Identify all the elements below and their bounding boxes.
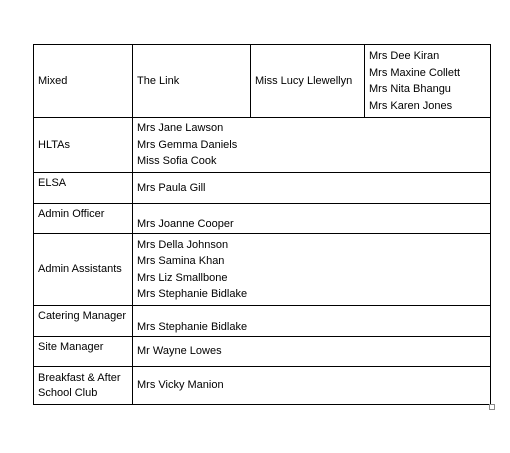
group-cell: The Link: [133, 45, 251, 118]
staff-list-cell: [133, 173, 491, 204]
table-row-site-manager: [34, 337, 491, 367]
staff-list-cell: [365, 45, 491, 118]
role-cell: Site Manager: [34, 337, 133, 367]
staff-name: Mrs Vicky Manion: [137, 379, 224, 392]
table-row-breakfast-club: [34, 367, 491, 405]
table-row-elsa: [34, 173, 491, 204]
staff-name: Miss Sofia Cook: [137, 155, 217, 168]
table-row-admin-officer: [34, 204, 491, 234]
staff-name: Mrs Stephanie Bidlake: [137, 288, 248, 300]
staff-name: Mrs Jane Lawson: [137, 122, 224, 135]
staff-name: Mrs Joanne Cooper: [137, 217, 234, 230]
role-cell: ELSA: [34, 173, 133, 204]
table-row-mixed: [34, 45, 491, 118]
staff-list-cell: [133, 306, 491, 337]
role-cell: Catering Manager: [34, 306, 133, 337]
staff-table: [33, 44, 491, 405]
staff-name: Mrs Stephanie Bidlake: [137, 320, 248, 333]
staff-name: Mrs Della Johnson: [137, 238, 229, 251]
staff-name: Mr Wayne Lowes: [137, 345, 222, 358]
role-cell: Mixed: [34, 45, 133, 118]
staff-list-cell: [133, 337, 491, 367]
staff-list-cell: [133, 234, 491, 306]
role-cell: Breakfast & After School Club: [34, 367, 133, 405]
role-cell: Admin Officer: [34, 204, 133, 234]
role-cell: HLTAs: [34, 118, 133, 173]
table-row-catering-manager: [34, 306, 491, 337]
table-resize-handle[interactable]: [489, 404, 495, 410]
staff-name: Mrs Dee Kiran: [369, 50, 440, 62]
table-row-hltas: [34, 118, 491, 173]
staff-name: Mrs Paula Gill: [137, 181, 206, 194]
staff-name: Mrs Nita Bhangu: [369, 83, 451, 95]
staff-name: Mrs Samina Khan: [137, 255, 225, 267]
staff-name: Mrs Karen Jones: [369, 99, 453, 112]
table-row-admin-assistants: [34, 234, 491, 306]
teacher-cell: Miss Lucy Llewellyn: [251, 45, 365, 118]
staff-name: Mrs Maxine Collett: [369, 66, 461, 79]
staff-list-cell: [133, 204, 491, 234]
staff-name: Mrs Liz Smallbone: [137, 271, 228, 284]
role-cell: Admin Assistants: [34, 234, 133, 306]
staff-name: Mrs Gemma Daniels: [137, 138, 238, 151]
staff-list-cell: [133, 367, 491, 405]
staff-list-cell: [133, 118, 491, 173]
